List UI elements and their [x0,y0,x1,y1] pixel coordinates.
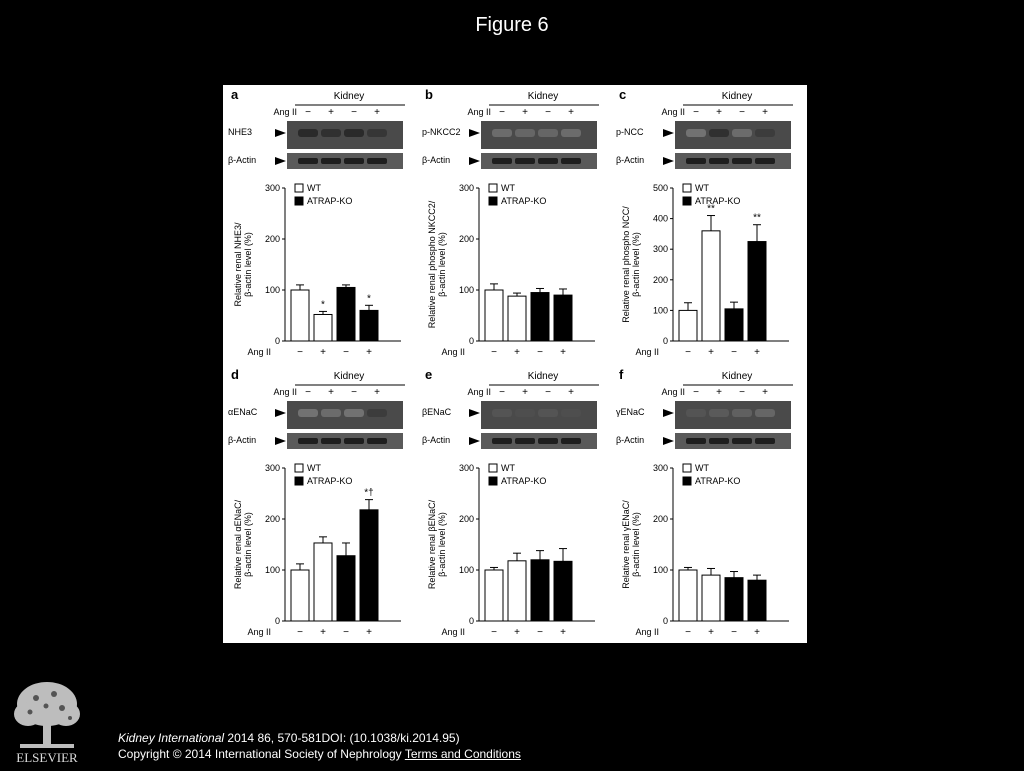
terms-link[interactable]: Terms and Conditions [404,747,521,761]
blot-band [492,129,512,137]
treatment-sign-top: + [522,387,528,398]
legend-label-atrap-ko: ATRAP-KO [307,476,353,486]
blot-band [344,409,364,417]
treatment-sign-top: − [545,107,551,118]
blot-band [709,129,729,137]
legend-label-wt: WT [501,183,515,193]
actin-band [686,158,706,164]
citation-line [118,730,521,746]
bar [314,314,332,341]
band-arrow-icon [663,129,674,137]
panel-letter: d [231,367,239,382]
treatment-sign-top: − [499,107,505,118]
bar [508,296,526,341]
legend-swatch-wt [683,184,691,192]
y-tick-label: 200 [458,514,474,524]
citation-details: 2014 86, 570-581DOI: (10.1038/ki.2014.95) [224,731,460,745]
panel-c [616,87,793,358]
significance-mark: ** [753,212,761,224]
y-axis-label: β-actin level (%) [437,232,447,297]
y-tick-label: 500 [652,183,668,193]
actin-arrow-icon [469,157,480,165]
slide-title: Figure 6 [475,14,549,36]
legend-swatch-atrap-ko [683,477,691,485]
actin-band [515,158,535,164]
bar [508,561,526,621]
blot-band [686,129,706,137]
legend-swatch-wt [295,184,303,192]
panel-letter: b [425,87,433,102]
legend-label-wt: WT [307,183,321,193]
copyright-line [118,746,521,762]
blot-target-label: αENaC [228,407,258,417]
kidney-header: Kidney [527,371,559,382]
blot-actin-label: β-Actin [228,155,257,165]
treatment-sign-top: + [716,387,722,398]
actin-band [686,438,706,444]
treatment-sign-bottom: + [708,627,714,638]
y-axis-label: β-actin level (%) [437,512,447,577]
treatment-sign-bottom: − [685,627,691,638]
treatment-sign-top: − [351,387,357,398]
y-tick-label: 0 [662,616,668,626]
y-axis-label: β-actin level (%) [243,512,253,577]
ang-ii-label-top: Ang II [661,387,685,397]
ang-ii-label-top: Ang II [273,387,297,397]
ang-ii-label-bottom: Ang II [635,627,659,637]
treatment-sign-bottom: − [297,347,303,358]
elsevier-tree-icon [6,678,88,766]
blot-band [298,409,318,417]
bar [554,295,572,341]
bar [485,290,503,341]
treatment-sign-top: + [374,107,380,118]
actin-arrow-icon [275,157,286,165]
blot-band [344,129,364,137]
treatment-sign-bottom: + [754,627,760,638]
blot-band [686,409,706,417]
treatment-sign-top: − [305,107,311,118]
citation-footer [118,730,521,762]
treatment-sign-top: + [762,107,768,118]
legend-label-atrap-ko: ATRAP-KO [501,476,547,486]
y-axis-label: Relative renal phospho NCC/ [621,206,631,323]
band-arrow-icon [663,409,674,417]
treatment-sign-bottom: − [491,627,497,638]
legend-label-wt: WT [307,463,321,473]
band-arrow-icon [275,129,286,137]
treatment-sign-bottom: + [754,347,760,358]
actin-band [732,158,752,164]
copyright-text: Copyright © 2014 International Society of Nephrology [118,747,402,761]
actin-band [492,158,512,164]
blot-band [561,129,581,137]
kidney-header: Kidney [721,371,753,382]
actin-band [561,158,581,164]
y-tick-label: 0 [274,336,280,346]
bar [291,570,309,621]
treatment-sign-top: − [305,387,311,398]
bar [360,510,378,621]
blot-band [515,129,535,137]
band-arrow-icon [469,129,480,137]
panel-f [616,367,793,638]
panel-e [422,367,599,638]
actin-band [561,438,581,444]
treatment-sign-bottom: + [708,347,714,358]
panel-b [422,87,599,358]
y-tick-label: 100 [264,285,280,295]
actin-band [298,158,318,164]
treatment-sign-bottom: + [560,347,566,358]
actin-arrow-icon [663,437,674,445]
blot-target-label: βENaC [422,407,452,417]
y-tick-label: 200 [458,234,474,244]
blot-band [561,409,581,417]
actin-band [367,158,387,164]
blot-actin-label: β-Actin [422,435,451,445]
y-tick-label: 100 [264,565,280,575]
treatment-sign-top: + [568,387,574,398]
blot-band [538,409,558,417]
y-axis-label: β-actin level (%) [631,232,641,297]
actin-band [538,158,558,164]
blot-band [515,409,535,417]
y-axis-label: Relative renal αENaC/ [233,499,243,590]
panel-a [228,87,405,358]
bar [291,290,309,341]
y-tick-label: 100 [652,305,668,316]
legend-label-atrap-ko: ATRAP-KO [695,196,741,206]
y-axis-label: Relative renal phospho NKCC2/ [427,200,437,329]
y-axis-label: β-actin level (%) [243,232,253,297]
y-tick-label: 100 [652,565,668,575]
treatment-sign-bottom: − [731,347,737,358]
bar [702,231,720,341]
y-tick-label: 200 [652,514,668,524]
blot-band [492,409,512,417]
treatment-sign-bottom: − [685,347,691,358]
y-tick-label: 200 [264,234,280,244]
blot-band [321,409,341,417]
actin-band [709,158,729,164]
y-tick-label: 0 [274,616,280,626]
y-tick-label: 100 [458,565,474,575]
y-axis-label: Relative renal γENaC/ [621,500,631,589]
actin-arrow-icon [469,437,480,445]
blot-actin-label: β-Actin [616,155,645,165]
treatment-sign-top: + [568,107,574,118]
bar [725,578,743,621]
treatment-sign-top: + [374,387,380,398]
treatment-sign-top: − [739,387,745,398]
actin-band [515,438,535,444]
blot-band [732,129,752,137]
kidney-header: Kidney [527,91,559,102]
treatment-sign-top: − [693,387,699,398]
ang-ii-label-bottom: Ang II [247,627,271,637]
ang-ii-label-bottom: Ang II [441,627,465,637]
band-arrow-icon [469,409,480,417]
treatment-sign-bottom: − [343,347,349,358]
actin-band [321,438,341,444]
treatment-sign-top: − [499,387,505,398]
significance-mark: ** [707,203,715,215]
treatment-sign-bottom: + [560,627,566,638]
treatment-sign-bottom: + [366,347,372,358]
actin-band [709,438,729,444]
blot-actin-label: β-Actin [422,155,451,165]
blot-target-label: NHE3 [228,127,253,137]
treatment-sign-bottom: − [731,627,737,638]
blot-target-label: p-NKCC2 [422,127,461,137]
treatment-sign-top: + [716,107,722,118]
ang-ii-label-bottom: Ang II [247,347,271,357]
treatment-sign-bottom: − [297,627,303,638]
y-axis-label: β-actin level (%) [631,512,641,577]
bar [748,580,766,621]
blot-band [298,129,318,137]
legend-label-atrap-ko: ATRAP-KO [501,196,547,206]
bar [748,242,766,341]
treatment-sign-bottom: − [491,347,497,358]
blot-band [367,129,387,137]
treatment-sign-bottom: − [537,347,543,358]
actin-band [321,158,341,164]
bar [314,543,332,621]
bar [725,309,743,341]
y-tick-label: 300 [458,183,474,193]
ang-ii-label-top: Ang II [273,107,297,117]
treatment-sign-bottom: + [514,627,520,638]
blot-target-label: p-NCC [616,127,644,137]
legend-label-wt: WT [695,183,709,193]
y-tick-label: 0 [468,336,474,346]
bar [554,561,572,621]
legend-label-wt: WT [501,463,515,473]
treatment-sign-bottom: − [537,627,543,638]
figure-canvas [223,85,807,643]
actin-band [755,438,775,444]
actin-band [298,438,318,444]
legend-swatch-wt [683,464,691,472]
y-tick-label: 300 [652,463,668,473]
legend-swatch-wt [489,184,497,192]
band-arrow-icon [275,409,286,417]
y-tick-label: 100 [458,285,474,295]
treatment-sign-top: − [545,387,551,398]
y-axis-label: Relative renal βENaC/ [427,499,437,590]
actin-band [538,438,558,444]
blot-band [321,129,341,137]
bar [337,556,355,621]
treatment-sign-top: + [328,107,334,118]
treatment-sign-top: − [693,107,699,118]
blot-band [709,409,729,417]
ang-ii-label-top: Ang II [661,107,685,117]
ang-ii-label-top: Ang II [467,107,491,117]
treatment-sign-top: + [762,387,768,398]
bar [360,310,378,341]
elsevier-logo [6,678,88,766]
significance-mark: * [321,299,325,311]
figure-6 [223,85,807,643]
actin-band [492,438,512,444]
bar [337,287,355,341]
panel-letter: f [619,367,624,382]
treatment-sign-top: + [522,107,528,118]
y-tick-label: 300 [458,463,474,473]
legend-swatch-atrap-ko [683,197,691,205]
kidney-header: Kidney [721,91,753,102]
actin-arrow-icon [275,437,286,445]
treatment-sign-bottom: − [343,627,349,638]
legend-swatch-atrap-ko [295,477,303,485]
y-tick-label: 300 [264,183,280,193]
legend-label-atrap-ko: ATRAP-KO [695,476,741,486]
elsevier-wordmark: ELSEVIER [16,750,78,765]
blot-band [538,129,558,137]
legend-label-atrap-ko: ATRAP-KO [307,196,353,206]
treatment-sign-bottom: + [514,347,520,358]
ang-ii-label-bottom: Ang II [635,347,659,357]
significance-mark: *† [364,487,374,499]
kidney-header: Kidney [333,91,365,102]
bar [679,310,697,341]
blot-band [755,409,775,417]
y-tick-label: 300 [652,244,668,255]
treatment-sign-top: − [739,107,745,118]
ang-ii-label-top: Ang II [467,387,491,397]
legend-swatch-wt [295,464,303,472]
legend-swatch-atrap-ko [489,197,497,205]
y-tick-label: 400 [652,213,668,224]
blot-band [755,129,775,137]
blot-band [732,409,752,417]
blot-actin-label: β-Actin [228,435,257,445]
kidney-header: Kidney [333,371,365,382]
blot-actin-label: β-Actin [616,435,645,445]
actin-band [344,438,364,444]
treatment-sign-bottom: + [366,627,372,638]
actin-band [732,438,752,444]
journal-name: Kidney International [118,731,225,745]
panel-letter: e [425,367,433,382]
bar [485,570,503,621]
ang-ii-label-bottom: Ang II [441,347,465,357]
treatment-sign-bottom: + [320,627,326,638]
y-tick-label: 0 [468,616,474,626]
blot-band [367,409,387,417]
bar [702,575,720,621]
actin-arrow-icon [663,157,674,165]
y-tick-label: 0 [662,336,668,346]
treatment-sign-top: − [351,107,357,118]
panel-d [228,367,405,638]
y-tick-label: 200 [264,514,280,524]
significance-mark: * [367,293,371,305]
actin-band [367,438,387,444]
treatment-sign-bottom: + [320,347,326,358]
bar [531,560,549,621]
legend-swatch-wt [489,464,497,472]
legend-swatch-atrap-ko [295,197,303,205]
actin-band [344,158,364,164]
treatment-sign-top: + [328,387,334,398]
panel-letter: c [619,87,627,102]
bar [679,570,697,621]
y-tick-label: 300 [264,463,280,473]
y-axis-label: Relative renal NHE3/ [233,222,243,307]
blot-target-label: γENaC [616,407,645,417]
actin-band [755,158,775,164]
legend-swatch-atrap-ko [489,477,497,485]
y-tick-label: 200 [652,274,668,285]
bar [531,293,549,341]
panel-letter: a [231,87,239,102]
legend-label-wt: WT [695,463,709,473]
